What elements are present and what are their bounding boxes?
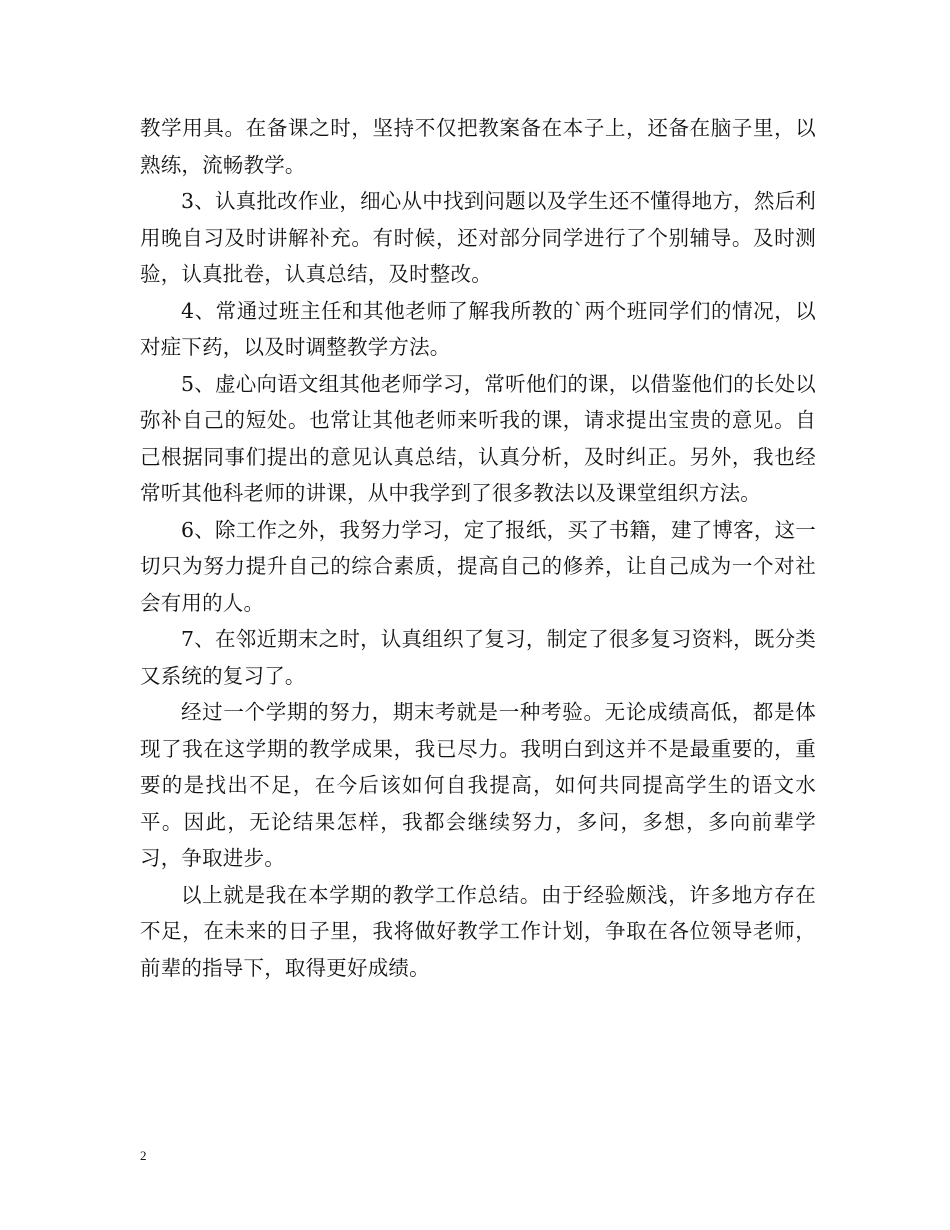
paragraph-item-6: 6、除工作之外，我努力学习，定了报纸，买了书籍，建了博客，这一切只为努力提升自己的综合素质，提高自己的修养，让自己成为一个对社会有用的人。	[140, 517, 816, 615]
page-number: 2	[140, 1148, 147, 1163]
paragraph-conclusion: 以上就是我在本学期的教学工作总结。由于经验颇浅，许多地方存在不足，在未来的日子里，我将做好教学工作计划，争取在各位领导老师，前辈的指导下，取得更好成绩。	[140, 882, 816, 980]
paragraph-item-3: 3、认真批改作业，细心从中找到问题以及学生还不懂得地方，然后利用晚自习及时讲解补充。有时候，还对部分同学进行了个别辅导。及时测验，认真批卷，认真总结，及时整改。	[140, 189, 816, 286]
paragraph-item-7: 7、在邻近期末之时，认真组织了复习，制定了很多复习资料，既分类又系统的复习了。	[140, 627, 816, 688]
paragraph-continuation: 教学用具。在备课之时，坚持不仅把教案备在本子上，还备在脑子里，以熟练，流畅教学。	[140, 116, 816, 177]
paragraph-item-5: 5、虚心向语文组其他老师学习，常听他们的课，以借鉴他们的长处以弥补自己的短处。也常让其他老师来听我的课，请求提出宝贵的意见。自己根据同事们提出的意见认真总结，认真分析，及时纠正。另外，我也经常听其他科老师的讲课，从中我学到了很多教法以及课堂组织方法。	[140, 371, 816, 505]
paragraph-item-4: 4、常通过班主任和其他老师了解我所教的`两个班同学们的情况，以对症下药，以及时调整教学方法。	[140, 298, 816, 359]
document-body	[140, 110, 816, 986]
paragraph-reflection: 经过一个学期的努力，期末考就是一种考验。无论成绩高低，都是体现了我在这学期的教学成果，我已尽力。我明白到这并不是最重要的，重要的是找出不足，在今后该如何自我提高，如何共同提高学生的语文水平。因此，无论结果怎样，我都会继续努力，多问，多想，多向前辈学习，争取进步。	[140, 700, 816, 870]
